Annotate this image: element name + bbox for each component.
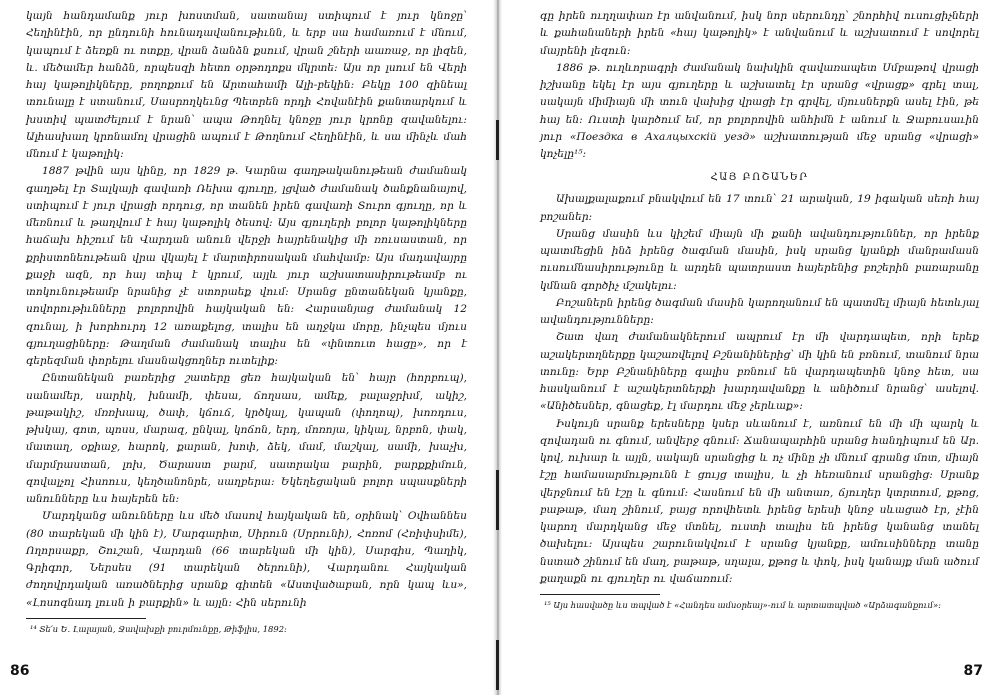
gutter-mark <box>496 640 499 690</box>
right-paragraph-2: 1886 թ. ուղևորագրի ժամանակ նախկին զավառապետ Սմբաթով վրացի իշխանը եկել էր այս գյուղերը և աշխատել էր սրանց «վրացք» գրել տալ, սակայն միմիայն մի տուն վախից վրացի էր գրվել, մյուսներքն ասել էին, թե հայ են։ Ուստի կարծում եմ, որ բոլորովին անհիմն է անում և Ջաբուսաւին յուր «Поездка в Ахалцыхскiй уезд» աշխատության մեջ սրանց «վրացի» կոչելը¹⁵։ <box>540 61 979 160</box>
left-paragraph-3: Ընտանեկան բառերից շատերը ցեռ հայկական են՝ հայր (հորբուպ), սանամեր, սարիկ, խնամի, փեսա, ճողսաս, ամեք, բալաջրխմ, ակիշ, թաթակիշ, մռռխապ, ծափ, կճուճ, կրծկալ, կապան (փողոպ), խոռդուս, թխկայ, գոտ, պոսս, մարազ, ընկալ, կոճոն, երդ, մոռոյա, կիկալ, նրբոն, փակ, մատաղ, օքիաջ, հարոկ, քարան, խոփ, ձեկ, մամ, մաշկալ, սամի, խաչխ, մարմրաստան, լոխ, Ծարաստ բարմ, սատրակա բարին, բարքքիմուն, զովալչոլ Հիսոուս, կեղծանոնրե, սաղբերա։ Եկեղեցական բոլոր սպասքների անունները ևս հայերեն են։ <box>26 372 467 505</box>
right-page <box>502 0 995 695</box>
gutter-mark <box>496 120 499 160</box>
right-page-number: 87 <box>963 663 983 679</box>
left-paragraph-1: կայն հանդամանք յուր խոստման, սատանայ ստիպում է յուր կնոջը՝ Հեղինէին, որ ընդունի հունադավանութիւնն, և երբ սա համառում է մնում, կապում է ձեռքն ու ոտքը, վրան ձանձն քսում, վրան շների աառաջ, որ լիզեն, և. մեծամեր հանձն, որպեսզի հետո օրթոդոքս մկրտե։ Այս որ լսում են Վերի հայ կաթոլիկները, բողոքում են Արտահամի Ալի-բեկին։ Բեկը 100 զինեալ տունալը է ստանում, Սասրողկեւնց Պետրեն որդի Հովանէին քանտարկում և խստիվ պատժելում է նրան՝ ապա Թողնել կնոջը յուր կրոնը զավանելու։ Ալհասխաղ կրոնամոլ վրացին ապում է Թողնում Հեղինէին, և սա մինչև մահ մնում է կաթոլիկ։ <box>26 10 467 160</box>
left-paragraph-2: 1887 թվին այս կինը, որ 1829 թ. Կարնա գաղթականութեան ժամանակ գաղթել էր Տալկայի գավառի Ռեխա գյուղը, լցված ժամանակ ծանքնանայով, ստիպում է յուր վրացի որդուց, որ տանեն իրեն գավառի Տուրո գյուղը, որ և մեռնում և թաղվում է հայ կաթոլիկ ծեսով։ Այս գյուղերի բոլոր կաթոլիկները հաճախ հիշում են Վարդան անուն վերջի հայրենակից մի ռուսաստան, որ քրիստոնեութեան վրա վկայել է մարտիրոսական մահվամբ։ Այս մադավայրը քաջի ազն, որ հայ տիպ է կրում, այլև յուր աշխատասիրութեամբ ու տոկունութեամբ նրանից չէ ստորաեք վում։ Սրանց ընտանեկան կյանքը, սովորութիւնները բոլորովին հայկական են։ Հարսանյաց ժամանակ 12 զունալ, ի խորհուրդ 12 առաքելոց, տալիս են աղջկա մորը, ինչպես մյուս գյուղացիները։ Թաղման ժամանակ տալիս են «փնտուտ հացը», որ է գերեզման փորելու մասնակցողներ ուտելիք։ <box>26 165 467 367</box>
right-paragraph-1: գը իրեն ուղղափառ էր անվանում, իսկ նոր սերունդը՝ շնորհիվ ուսուցիչների և քահանաների իրեն «հայ կաթոլիկ» է անվանում և աշխատում է սովորել մայրենի լեզուն։ <box>540 10 979 57</box>
right-paragraph-4: Սրանց մասին ևս կիշեմ միայն մի քանի ավանդություններ, որ իրենք պատմեցին ինձ իրենց ծագման մասին, իսկ սրանց կյանքի մանրամասն ուսումնասիրությունը և արդեն պատրաստ հայերենից բոշերին բառարանը կմնան գործիչ մշակելու։ <box>540 227 979 292</box>
left-page-number: 86 <box>10 663 30 679</box>
right-paragraph-5: Բոշաներն իրենց ծագման մասին կարողանում են պատմել միայն հետևյալ ավանդությունները։ <box>540 296 979 326</box>
gutter-mark <box>496 470 499 530</box>
left-footnote-rule <box>26 618 146 619</box>
right-footnote-rule <box>540 594 660 595</box>
book-gutter <box>493 0 502 695</box>
left-paragraph-4: Մարդկանց անունները ևս մեծ մասով հայկական են, օրինակ՝ Օվհաննես (80 տարեկան մի կին է), Մարգարիտ, Սիրուն (Սրրունի), Հոռոմ (Հռիփսիմե), Ողորսաքր, Շուշան, Վարդան (66 տարեկան մի կին), Սարգիս, Պաղիկ, Գրիգոր, Ներսես (91 տարեկան ծերունի), Վարդանու Հայկական ժողովրդական առածներից սրանք գիտեն «Աստվածաբան, որն կապ ևս», «Լոսոգնադ լուսն ի բարքին» և այլն։ Հին սերունի <box>26 510 467 609</box>
right-paragraph-3: Ախալքալաքում բնակվում են 17 տուն՝ 21 արական, 19 իգական սեռի հայ բոշաներ։ <box>540 193 979 223</box>
section-heading: ՀԱՅ ԲՈՇԱՆԵՐ <box>710 172 809 184</box>
right-footnote: ¹⁵ Այս հասվածը ևս տպված է «Հանդես ամսօրեայ»-ում և արտատպված «Արձագանքում»։ <box>544 600 941 610</box>
right-paragraph-7: Իսկույն սրանք երեսները կսեր սևանում է, առնում են մի մի պարկ և զովադան ու գնում, անվերջ գնում։ Ճանապարհին սրանց հանդիպում են Ար. կով, ուխար և այլն, սակայն սրանցից և ոչ մինը չի մնում գրանց մոտ, միայն էշը համասարմությունն է ցույց տալիս, և չի հեռանում սրանցից։ Սրանք վերջնում են էշը և գնում։ Հասնում են մի անտառ, ճյուղեր կտրտում, քթոց, բաթաթ, մաղ շինում, բայց որովհետև իրենց երեսի կնոջ սևացած էր, չէին կարող մարդկանց մեջ մտնել, ուստի տալիս են իրենց կանանց տանել ծախելու։ Այսպես շարունակվում է սրանց կյանքը, ամուսինները տանը նստած շինում են մաղ, բաթաթ, սղալա, քթոց և փոկ, իսկ կանայք ման ածում քաղաքն ու գյուղեր ու վաճառում։ <box>540 417 979 585</box>
right-paragraph-6: Շատ վաղ ժամանակներում ապրում էր մի վարդապետ, որի երեք աշակերտղներքը կաշառվելով Բշնանիներից՝ մի կին են բռնում, տանում նրա տունը։ Երբ Բշնանիները գալիս բռնում են վարդապետին կնոջ հետ, սա հասկանում է աշակերտներքի խարդավանքը և անիծում նրանց՝ ասելով. «Անիծեսներ, գնացեք, էլ մարդու մեջ չերևաք»։ <box>540 331 979 413</box>
left-page <box>0 0 493 695</box>
left-footnote: ¹⁴ Տե՛ս Ե. Լալայան, Ջավախքի բուրմունքը, Թիֆլիս, 1892։ <box>30 623 287 634</box>
